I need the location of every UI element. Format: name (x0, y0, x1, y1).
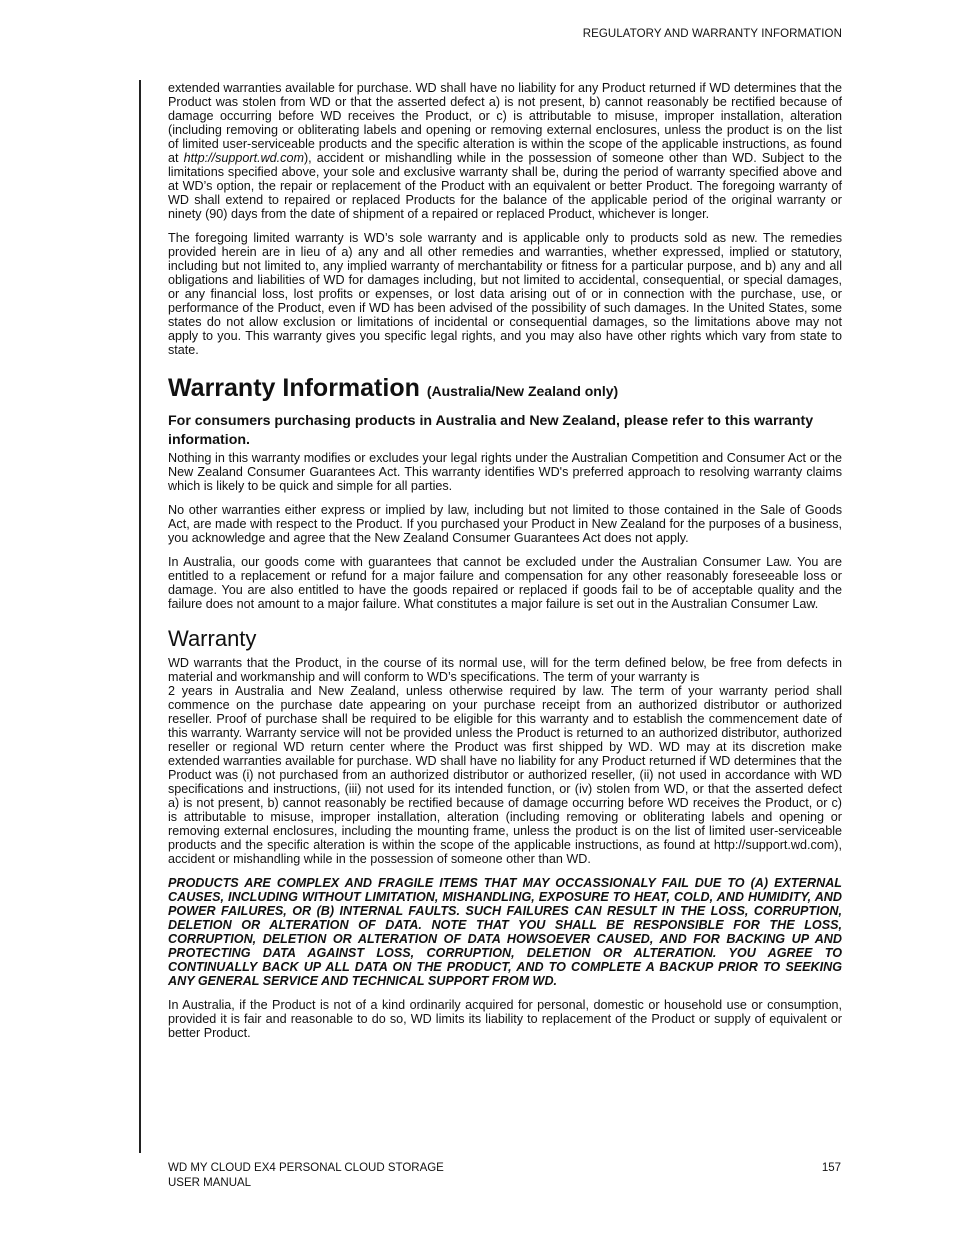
page-number: 157 (821, 1162, 841, 1174)
footer-product (168, 1161, 444, 1191)
paragraph-data-loss-notice: PRODUCTS ARE COMPLEX AND FRAGILE ITEMS THAT MAY OCCASSIONALY FAIL DUE TO (A) EXTERNAL CAUSES, INCLUDING WITHOUT LIMITATION, MISHANDLING, EXPOSURE TO HEAT, COLD, AND HUMIDITY, AND POWER FAILURES, OR (B) INTERNAL FAULTS. SUCH FAILURES CAN RESULT IN THE LOSS, CORRUPTION, DELETION OR ALTERATION OF DATA. NOTE THAT YOU SHALL BE RESPONSIBLE FOR THE LOSS, CORRUPTION, DELETION OR ALTERATION OF DATA HOWSOEVER CAUSED, AND FOR BACKING UP AND PROTECTING DATA AGAINST LOSS, CORRUPTION, DELETION OR ALTERATION. YOU AGREE TO CONTINUALLY BACK UP ALL DATA ON THE PRODUCT, AND TO COMPLETE A BACKUP PRIOR TO SEEKING ANY GENERAL SERVICE AND TECHNICAL SUPPORT FROM WD. (168, 876, 842, 988)
paragraph-warranty-term-intro: WD warrants that the Product, in the course of its normal use, will for the term defined below, be free from defects in material and workmanship and will conform to WD’s specifications. The term of your warranty is (168, 656, 842, 684)
margin-rule (139, 80, 141, 1153)
support-link[interactable]: http://support.wd.com (183, 151, 304, 165)
paragraph-extended-warranties (168, 81, 842, 221)
paragraph-limited-warranty: The foregoing limited warranty is WD’s sole warranty and is applicable only to products sold as new. The remedies provided herein are in lieu of a) any and all other remedies and warranties, whether expressed, implied or statutory, including but not limited to, any implied warranty of merchantability or fitness for a particular purpose, and b) any and all obligations and liabilities of WD for damages including, but not limited to accidental, consequential, or special damages, or any financial loss, lost profits or expenses, or lost data arising out of or in connection with the purchase, use, or performance of the Product, even if WD has been advised of the possibility of such damages. In the United States, some states do not allow exclusion or limitations of incidental or consequential damages, so the limitations above may not apply to you. This warranty gives you specific legal rights, and you may also have other rights which vary from state to state. (168, 231, 842, 357)
paragraph-legal-rights: Nothing in this warranty modifies or excludes your legal rights under the Australian Competition and Consumer Act or the New Zealand Consumer Guarantees Act. This warranty identifies WD's preferred approach to resolving warranty claims which is likely to be quick and simple for all parties. (168, 451, 842, 493)
running-header: REGULATORY AND WARRANTY INFORMATION (582, 28, 842, 40)
footer-doc-type: USER MANUAL (168, 1177, 252, 1189)
paragraph-no-other-warranties: No other warranties either express or implied by law, including but not limited to those contained in the Sale of Goods Act, are made with respect to the Product. If you purchased your Product in New Zealand for the purposes of a business, you acknowledge and agree that the New Zealand Consumer Guarantees Act does not apply. (168, 503, 842, 545)
page-content (168, 81, 842, 1050)
paragraph-text: extended warranties available for purchase. WD shall have no liability for any Product returned if WD determines that the Product was stolen from WD or that the asserted defect a) is not present, b) cannot reasonably be rectified because of damage occurring before WD receives the Product, or c) is attributable to misuse, improper installation, alteration (including removing or obliterating labels and opening or removing external enclosures, unless the product is on the list of limited user-serviceable products and the specific alteration is within the scope of the applicable instructions, as found at (168, 81, 842, 165)
consumers-lead-heading: For consumers purchasing products in Australia and New Zealand, please refer to this warranty information. (168, 413, 814, 448)
section-title-text: Warranty Information (168, 374, 420, 402)
section-title-warranty-information (168, 373, 842, 406)
section-title-warranty: Warranty (168, 626, 257, 651)
footer-product-name: WD MY CLOUD EX4 PERSONAL CLOUD STORAGE (168, 1162, 444, 1174)
paragraph-warranty-term: 2 years in Australia and New Zealand, unless otherwise required by law. The term of your warranty period shall commence on the purchase date appearing on your purchase receipt from an authorized distributor or authorized reseller. Proof of purchase shall be required to be eligible for this warranty and to establish the commencement date of this warranty. Warranty service will not be provided unless the Product is returned to an authorized distributor, authorized reseller or regional WD return center where the Product was first shipped by WD. WD may at its discretion make extended warranties available for purchase. WD shall have no liability for any Product returned if WD determines that the Product was (i) not purchased from an authorized distributor or authorized reseller, (ii) not used in accordance with WD specifications and instructions, (iii) not used for its intended function, or (iv) stolen from WD, or that the asserted defect a) is not present, b) cannot reasonably be rectified because of damage occurring before WD receives the Product, or c) is attributable to misuse, improper installation, alteration (including removing or obliterating labels and opening or removing external enclosures, including the mounting frame, unless the product is on the list of limited user-serviceable products and the specific alteration is within the scope of the applicable instructions, as found at http://support.wd.com), accident or mishandling while in the possession of someone other than WD. (168, 684, 842, 866)
paragraph-liability-limit: In Australia, if the Product is not of a kind ordinarily acquired for personal, domestic or household use or consumption, provided it is fair and reasonable to do so, WD limits its liability to replacement of the Product or supply of equivalent or better Product. (168, 998, 842, 1040)
paragraph-australian-consumer-law: In Australia, our goods come with guarantees that cannot be excluded under the Australian Consumer Law. You are entitled to a replacement or refund for a major failure and compensation for any other reasonably foreseeable loss or damage. You are also entitled to have the goods repaired or replaced if goods fail to be of acceptable quality and the failure does not amount to a major failure. What constitutes a major failure is set out in the Australian Consumer Law. (168, 555, 842, 611)
section-subtitle: (Australia/New Zealand only) (426, 383, 619, 399)
paragraph-text: ), accident or mishandling while in the possession of someone other than WD. Subject to the limitations specified above, your sole and exclusive warranty shall be, during the period of warranty specified above and at WD’s option, the repair or replacement of the Product with an equivalent or better Product. The foregoing warranty of WD shall extend to repaired or replaced Products for the balance of the applicable period of the original warranty or ninety (90) days from the date of shipment of a repaired or replaced Product, whichever is longer. (168, 151, 842, 221)
